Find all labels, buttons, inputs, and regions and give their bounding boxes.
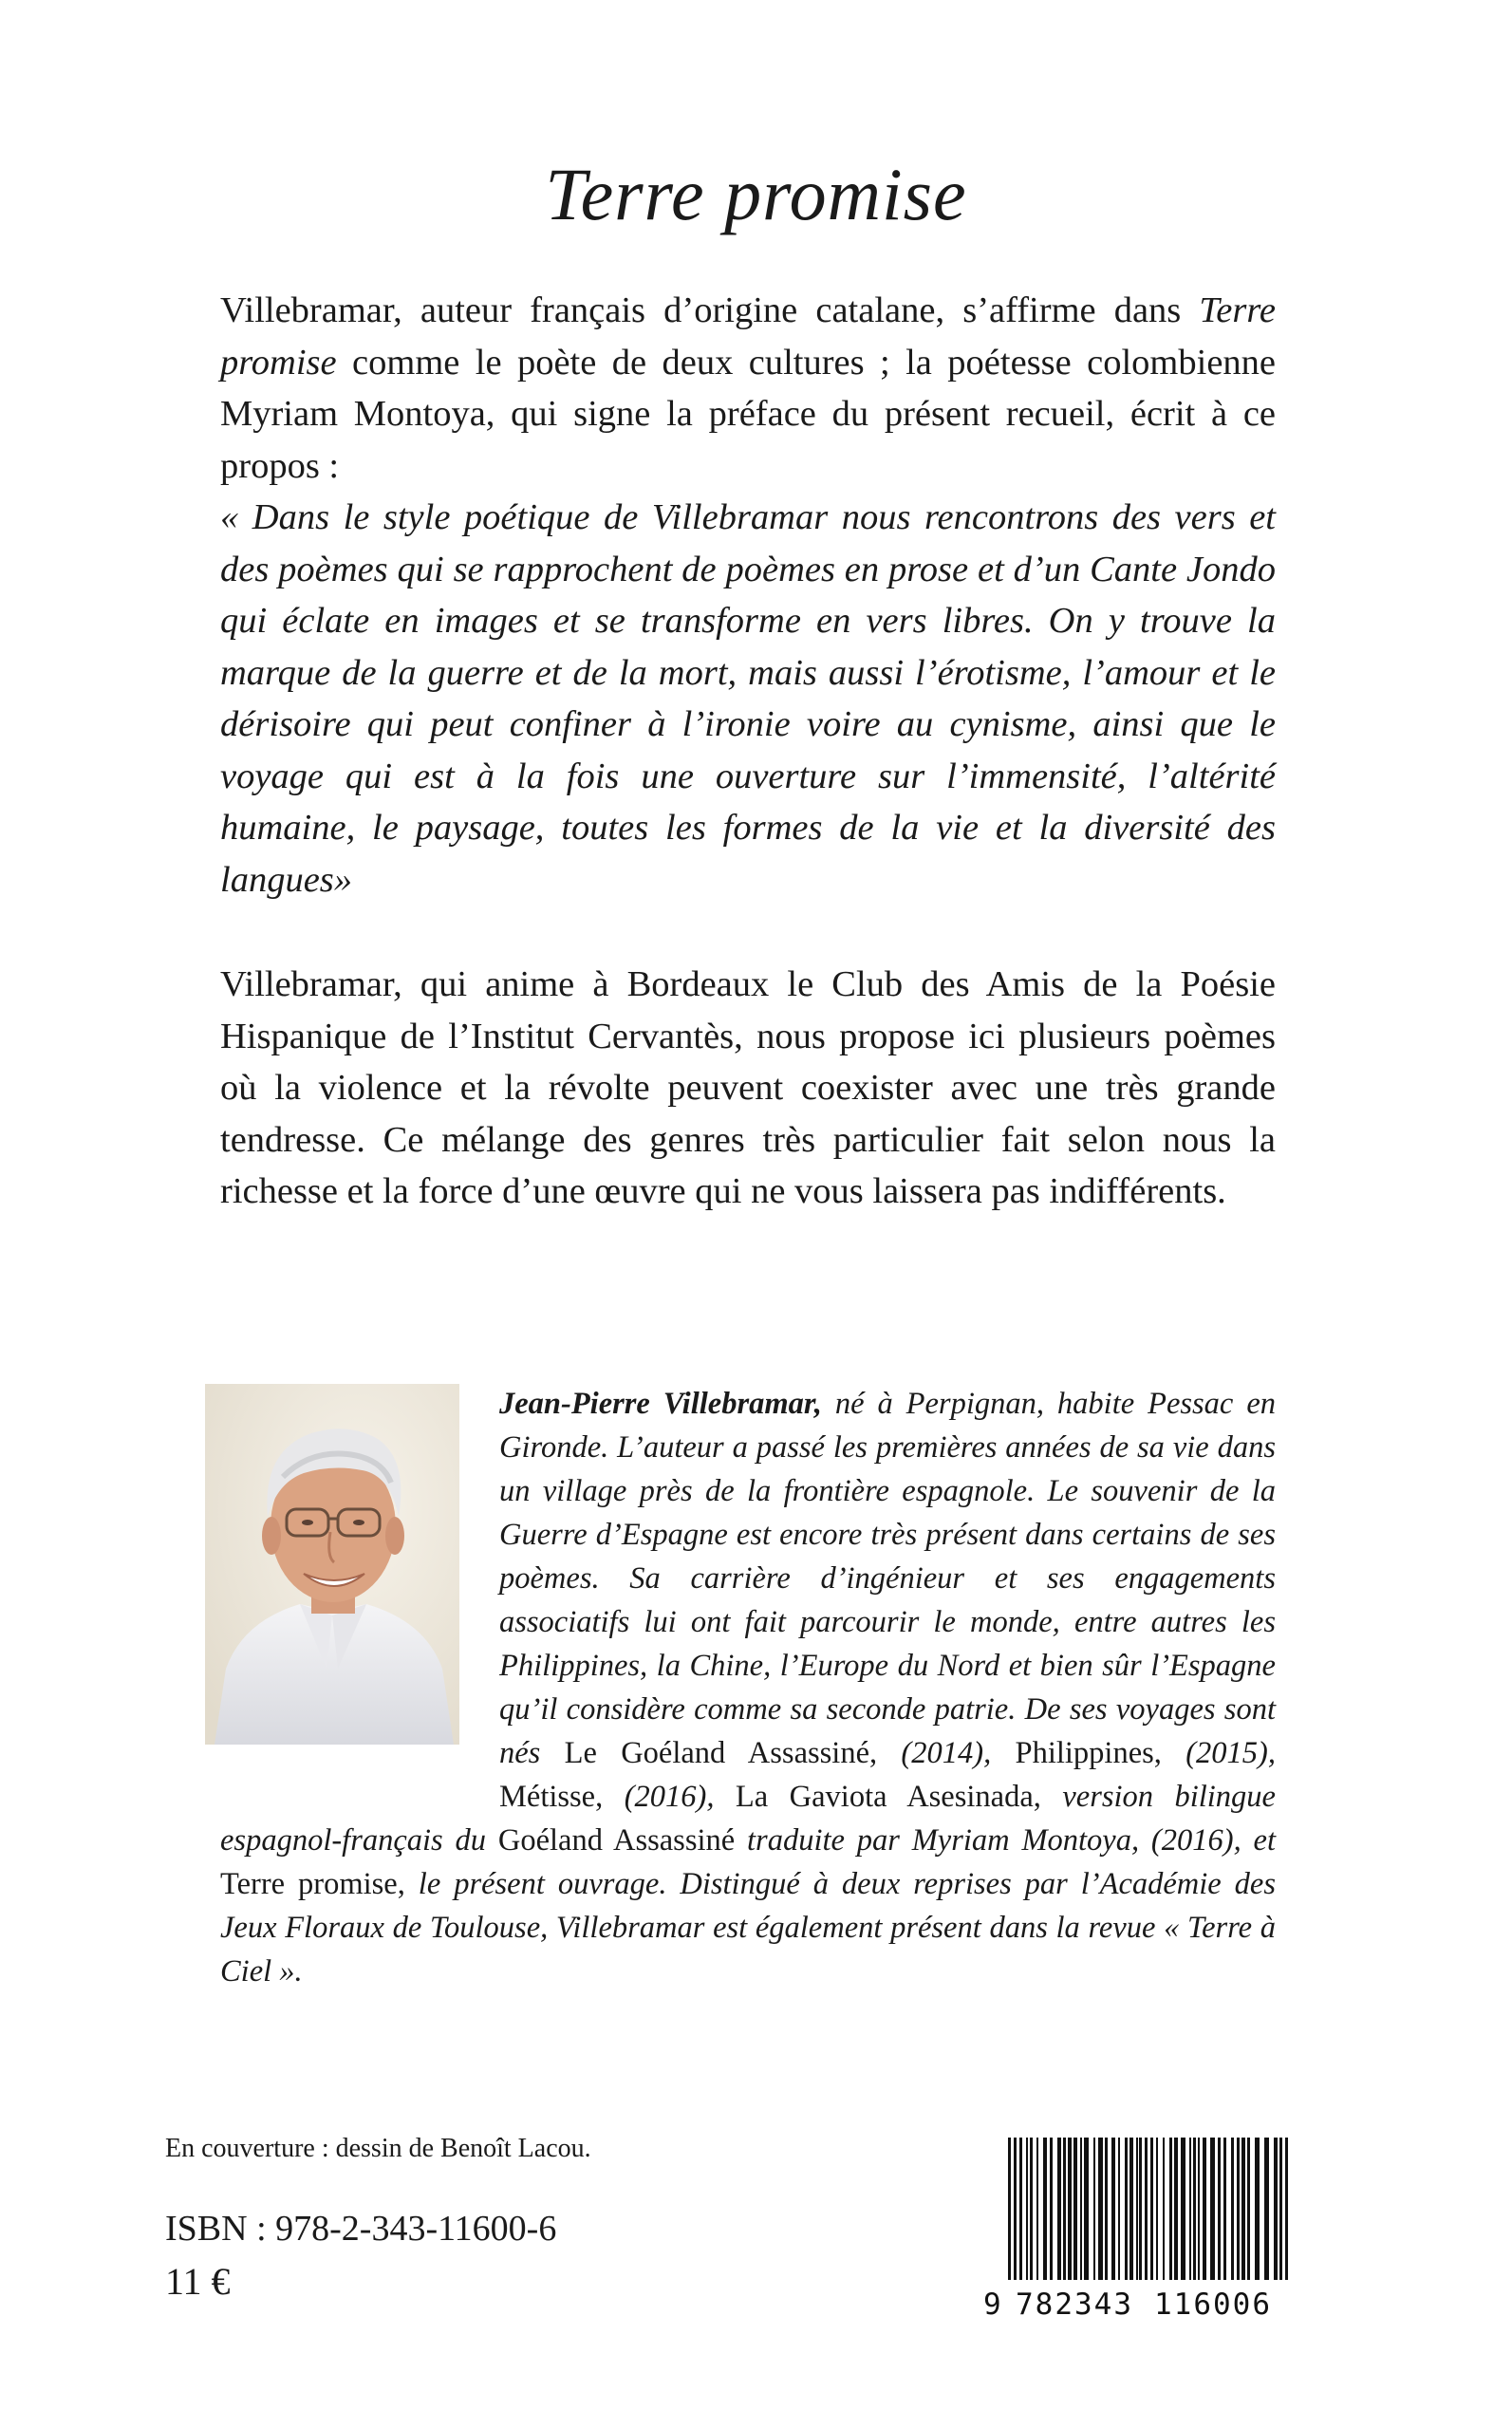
blurb-paragraph-1 bbox=[220, 285, 1276, 492]
barcode-bar bbox=[1118, 2138, 1120, 2280]
barcode-bar bbox=[1057, 2138, 1061, 2280]
barcode-bars bbox=[1008, 2138, 1288, 2297]
barcode-bar bbox=[1285, 2138, 1288, 2297]
barcode-bar bbox=[1080, 2138, 1082, 2280]
blurb-intro-title: Terre promise bbox=[220, 290, 1276, 383]
bio-year-1: (2014), bbox=[877, 1736, 1016, 1770]
barcode-bar bbox=[1274, 2138, 1278, 2280]
bio-text-1: né à Perpignan, habite Pessac en Gironde. L’auteur a passé les premières années de sa vie dans un village près de la frontière espagnole. Le souvenir de la Guerre d’Espagne est encore très présent dans certains de ses poèmes. Sa carrière d’ingénieur et ses engagements associatifs lui ont fait parcourir le monde, entre autres les Philippines, la Chine, l’Europe du Nord et bien sûr l’Espagne qu’il considère comme sa seconde patrie. De ses voyages sont nés bbox=[499, 1387, 1276, 1770]
barcode-bar bbox=[1014, 2138, 1017, 2297]
barcode-digit-first: 9 bbox=[983, 2288, 1001, 2322]
author-name: Jean-Pierre Villebramar, bbox=[499, 1387, 822, 1421]
bio-year-2: (2015), bbox=[1161, 1736, 1276, 1770]
barcode-bar bbox=[1068, 2138, 1072, 2280]
bio-year-3: (2016), bbox=[603, 1780, 736, 1814]
barcode-bar bbox=[1063, 2138, 1066, 2280]
barcode-bar bbox=[1174, 2138, 1178, 2280]
barcode-bar bbox=[1145, 2138, 1148, 2297]
barcode-bar bbox=[1036, 2138, 1038, 2280]
barcode-bar bbox=[1218, 2138, 1221, 2280]
barcode-bar bbox=[1019, 2138, 1022, 2280]
blurb-intro-b: comme le poète de deux cultures ; la poétesse colombienne Myriam Montoya, qui signe la préface du présent recueil, écrit à ce propos : bbox=[220, 342, 1276, 486]
bio-text-2: version bilingue espagnol-français du bbox=[220, 1780, 1276, 1858]
isbn: ISBN : 978-2-343-11600-6 bbox=[165, 2209, 557, 2249]
barcode-bar bbox=[1193, 2138, 1196, 2280]
barcode-bar bbox=[1030, 2138, 1033, 2280]
book-title: Terre promise bbox=[545, 153, 967, 235]
barcode-bar bbox=[1279, 2138, 1282, 2297]
barcode-bar bbox=[1223, 2138, 1226, 2280]
barcode-bar bbox=[1156, 2138, 1158, 2280]
barcode-bar bbox=[1264, 2138, 1269, 2280]
barcode-bar bbox=[1105, 2138, 1108, 2280]
barcode-bar bbox=[1043, 2138, 1047, 2280]
barcode-bar bbox=[1241, 2138, 1245, 2280]
barcode-bar bbox=[1247, 2138, 1250, 2280]
barcode-bar bbox=[1129, 2138, 1133, 2280]
barcode-bar bbox=[1136, 2138, 1138, 2280]
barcode-bar bbox=[1198, 2138, 1200, 2280]
author-bio bbox=[220, 1382, 1276, 1993]
barcode-bar bbox=[1098, 2138, 1103, 2280]
barcode-bar bbox=[1139, 2138, 1142, 2297]
barcode-bar bbox=[1111, 2138, 1115, 2280]
book-title-5: Goéland Assassiné bbox=[497, 1823, 736, 1858]
blurb-intro-a: Villebramar, auteur français d’origine catalane, s’affirme dans bbox=[220, 290, 1200, 330]
barcode-graphic bbox=[978, 2138, 1300, 2324]
barcode-bar bbox=[1050, 2138, 1053, 2280]
barcode-bar bbox=[1237, 2138, 1240, 2280]
book-title-2: Philippines, bbox=[1015, 1736, 1162, 1770]
blurb-paragraph-2: Villebramar, qui anime à Bordeaux le Club des Amis de la Poésie Hispanique de l’Institut Cervantès, nous propose ici plusieurs poèmes où la violence et la révolte peuvent coexister avec une très grande tendresse. Ce mélange des genres très particulier fait selon nous la richesse et la force d’une œuvre qui ne vous laissera pas indifférents. bbox=[220, 964, 1276, 1211]
barcode-bar bbox=[1189, 2138, 1191, 2280]
barcode bbox=[978, 2138, 1300, 2324]
barcode-bar bbox=[1203, 2138, 1206, 2280]
book-title-3: Métisse, bbox=[499, 1780, 604, 1814]
blurb bbox=[220, 285, 1276, 1218]
book-title-4: La Gaviota Asesinada, bbox=[735, 1780, 1041, 1814]
barcode-bar bbox=[1084, 2138, 1089, 2280]
barcode-bar bbox=[1093, 2138, 1095, 2280]
barcode-digits-left: 782343 bbox=[1016, 2288, 1133, 2322]
price: 11 € bbox=[165, 2260, 231, 2303]
book-title-1: Le Goéland Assassiné, bbox=[564, 1736, 878, 1770]
barcode-digits-right: 116006 bbox=[1154, 2288, 1272, 2322]
bio-text-3: traduite par Myriam Montoya, (2016), et bbox=[735, 1823, 1276, 1858]
barcode-bar bbox=[1163, 2138, 1165, 2280]
barcode-bar bbox=[1150, 2138, 1153, 2280]
barcode-bar bbox=[1125, 2138, 1128, 2280]
barcode-bar bbox=[1169, 2138, 1172, 2280]
barcode-bar bbox=[1255, 2138, 1260, 2280]
book-title-6: Terre promise, bbox=[220, 1867, 405, 1901]
bio-text-4: le présent ouvrage. Distingué à deux reprises par l’Académie des Jeux Floraux de Toulouse, Villebramar est également présent dans la revue « Terre à Ciel ». bbox=[220, 1867, 1276, 1989]
barcode-bar bbox=[1026, 2138, 1028, 2280]
barcode-bar bbox=[1008, 2138, 1011, 2297]
barcode-bar bbox=[1210, 2138, 1215, 2280]
barcode-bar bbox=[1073, 2138, 1077, 2280]
barcode-bar bbox=[1231, 2138, 1234, 2280]
preface-quote: « Dans le style poétique de Villebramar nous rencontrons des vers et des poèmes qui se rapprochent de poèmes en prose et d’un Cante Jondo qui éclate en images et se transforme en vers libres. On y trouve la marque de la guerre et de la mort, mais aussi l’érotisme, l’amour et le dérisoire qui peut confiner à l’ironie voire au cynisme, ainsi que le voyage qui est à la fois une ouverture sur l’immensité, l’altérité humaine, le paysage, toutes les formes de la vie et la diversité des langues» bbox=[220, 497, 1276, 900]
barcode-bar bbox=[1181, 2138, 1185, 2280]
cover-credit: En couverture : dessin de Benoît Lacou. bbox=[165, 2134, 591, 2163]
